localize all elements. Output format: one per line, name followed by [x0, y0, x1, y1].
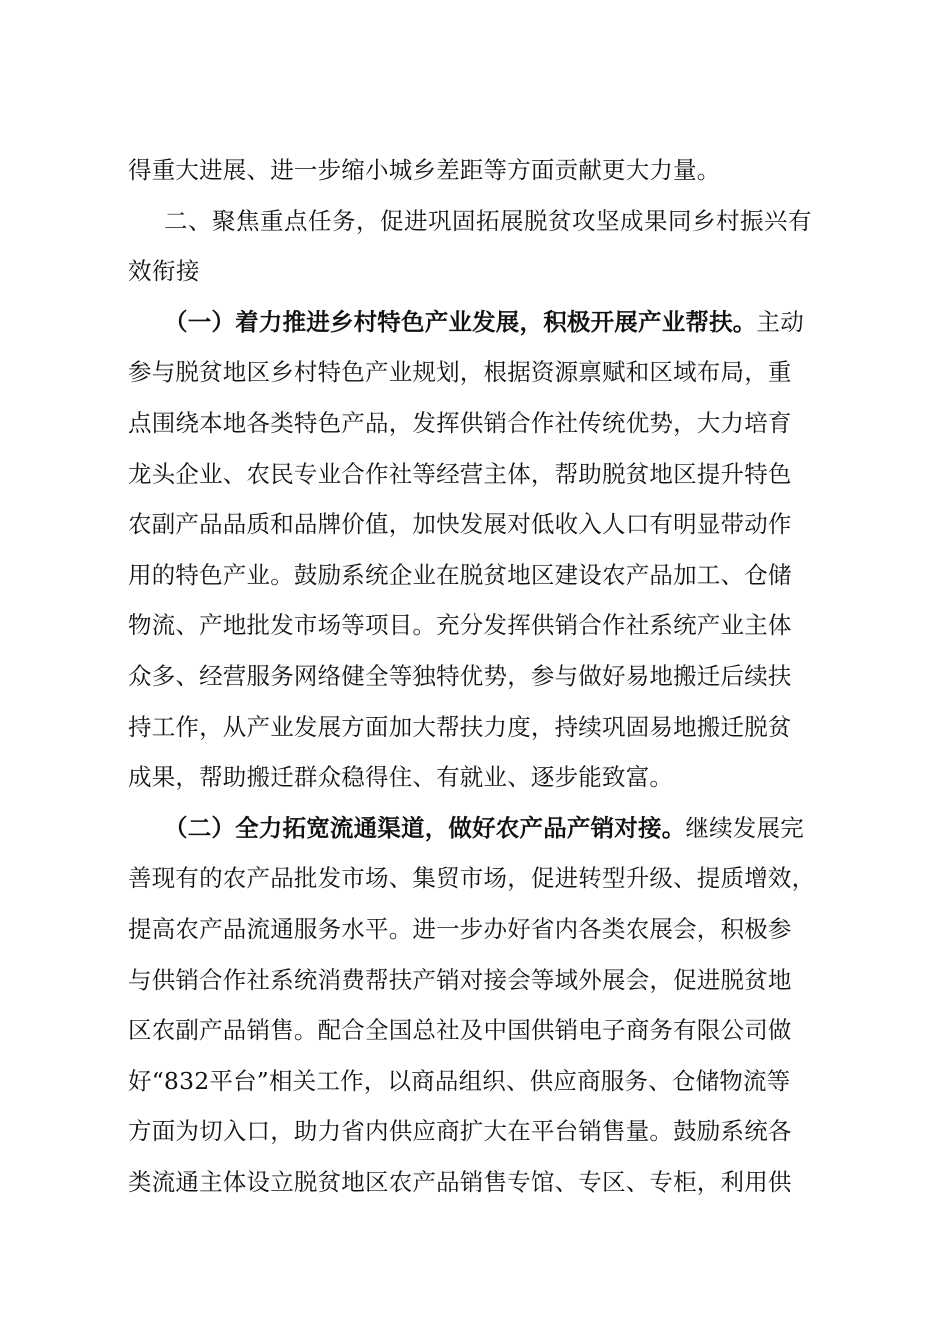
document-body	[128, 145, 840, 1207]
text-run: 方面为切入口，助力省内供应商扩大在平台销售量。鼓励系统各	[128, 1117, 792, 1146]
text-run: 物流、产地批发市场等项目。充分发挥供销合作社系统产业主体	[128, 611, 792, 640]
paragraph-line	[128, 600, 840, 651]
text-run: 区农副产品销售。配合全国总社及中国供销电子商务有限公司做	[128, 1016, 792, 1045]
subsection-title: （一）着力推进乡村特色产业发展，积极开展产业帮扶。	[164, 307, 757, 336]
text-run: 与供销合作社系统消费帮扶产销对接会等域外展会，促进脱贫地	[128, 965, 792, 994]
paragraph-line	[128, 145, 840, 196]
text-run: 类流通主体设立脱贫地区农产品销售专馆、专区、专柜，利用供	[128, 1167, 792, 1196]
section-heading-line	[128, 196, 840, 247]
paragraph-line	[128, 955, 840, 1006]
text-run: 提高农产品流通服务水平。进一步办好省内各类农展会，积极参	[128, 914, 792, 943]
text-run: 参与脱贫地区乡村特色产业规划，根据资源禀赋和区域布局，重	[128, 358, 792, 387]
text-run: 善现有的农产品批发市场、集贸市场，促进转型升级、提质增效，	[128, 864, 816, 893]
paragraph-line	[128, 702, 840, 753]
paragraph-line	[128, 1106, 840, 1157]
paragraph-line	[128, 752, 840, 803]
paragraph-line	[128, 1005, 840, 1056]
text-run: 持工作，从产业发展方面加大帮扶力度，持续巩固易地搬迁脱贫	[128, 712, 792, 741]
text-run: 得重大进展、进一步缩小城乡差距等方面贡献更大力量。	[128, 156, 721, 184]
text-run: 用的特色产业。鼓励系统企业在脱贫地区建设农产品加工、仓储	[128, 560, 792, 589]
paragraph-line	[128, 499, 840, 550]
text-run: 众多、经营服务网络健全等独特优势，参与做好易地搬迁后续扶	[128, 661, 792, 690]
paragraph-line	[128, 347, 840, 398]
paragraph-line	[128, 853, 840, 904]
paragraph-line	[128, 651, 840, 702]
text-run: 主动	[756, 307, 804, 336]
paragraph-line	[128, 1056, 840, 1107]
section-heading-line	[128, 246, 840, 297]
text-run: 二、聚焦重点任务，促进巩固拓展脱贫攻坚成果同乡村振兴有	[164, 206, 812, 235]
paragraph-line	[128, 1157, 840, 1208]
paragraph-line	[128, 904, 840, 955]
paragraph-line	[128, 550, 840, 601]
paragraph-line	[128, 297, 840, 348]
text-run: 继续发展完	[685, 813, 804, 842]
paragraph-line	[128, 398, 840, 449]
paragraph-line	[128, 449, 840, 500]
text-run: 效衔接	[128, 257, 200, 286]
text-run: 成果，帮助搬迁群众稳得住、有就业、逐步能致富。	[128, 763, 674, 792]
text-run: 农副产品品质和品牌价值，加快发展对低收入人口有明显带动作	[128, 510, 792, 539]
text-run: 好“832平台”相关工作，以商品组织、供应商服务、仓储物流等	[128, 1066, 791, 1095]
paragraph-line	[128, 803, 840, 854]
subsection-title: （二）全力拓宽流通渠道，做好农产品产销对接。	[164, 813, 686, 842]
text-run: 点围绕本地各类特色产品，发挥供销合作社传统优势，大力培育	[128, 408, 792, 437]
text-run: 龙头企业、农民专业合作社等经营主体，帮助脱贫地区提升特色	[128, 459, 792, 488]
